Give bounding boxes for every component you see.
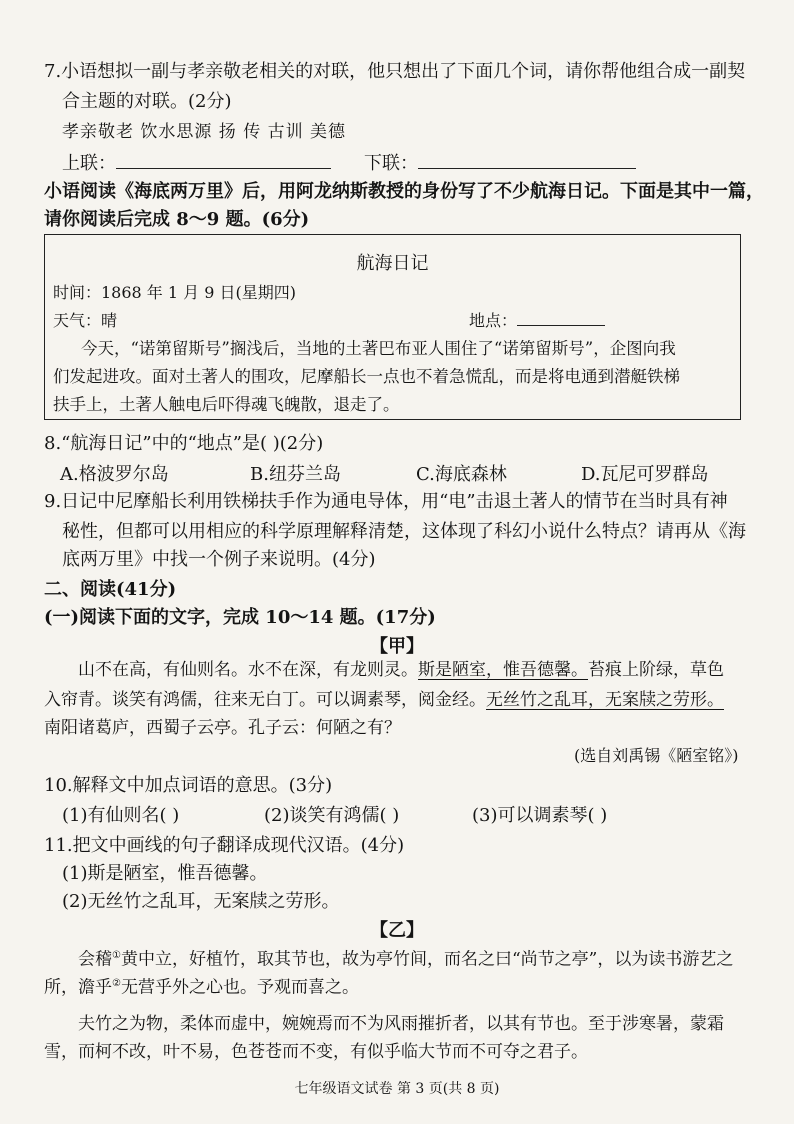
diary-body2: 们发起进攻。面对土著人的围攻，尼摩船长一点也不着急慌乱，而是将电通到潜艇铁梯	[53, 367, 680, 386]
section2-sub: (一)阅读下面的文字，完成 10～14 题。(17分)	[44, 607, 436, 628]
diary-body1: 今天，“诺第留斯号”搁浅后，当地的土著巴布亚人围住了“诺第留斯号”，企图向我	[81, 339, 676, 358]
lower-couplet-blank[interactable]	[418, 150, 636, 169]
yi-line4: 雪，而柯不改，叶不易，色苍苍而不变，有似乎临大节而不可夺之君子。	[44, 1042, 588, 1062]
diary-time: 时间：1868 年 1 月 9 日(星期四)	[53, 283, 296, 302]
jia-line3: 南阳诸葛庐，西蜀子云亭。孔子云：何陋之有？	[44, 718, 401, 738]
q8-option-b[interactable]: B.纽芬兰岛	[250, 464, 341, 485]
diary-place-blank[interactable]	[517, 309, 605, 326]
yi-p2b: 无营乎外之心也。予观而喜之。	[120, 977, 359, 998]
q10-item3: (3)可以调素琴( )	[472, 805, 608, 826]
q8-option-d[interactable]: D.瓦尼可罗群岛	[581, 464, 709, 485]
jia-underlined-2: 无丝竹之乱耳，无案牍之劳形。	[486, 690, 724, 710]
q9-line3: 底两万里》中找一个例子来说明。(4分)	[62, 549, 376, 570]
jia-p2a: 入帘青。谈笑有鸿儒，往来无白丁。可以调素琴，阅金经。	[44, 690, 486, 710]
q10-item2: (2)谈笑有鸿儒( )	[264, 805, 400, 826]
q7-line1: 7.小语想拟一副与孝亲敬老相关的对联，他只想出了下面几个词，请你帮他组合成一副契	[44, 61, 746, 82]
yi-note2: ②	[112, 978, 121, 989]
q7-words: 孝亲敬老 饮水思源 扬 传 古训 美德	[62, 122, 347, 142]
intro-line1: 小语阅读《海底两万里》后，用阿龙纳斯教授的身份写了不少航海日记。下面是其中一篇，	[44, 181, 764, 202]
jia-underlined-1: 斯是陋室，惟吾德馨。	[418, 660, 588, 680]
q9-line1: 9.日记中尼摩船长利用铁梯扶手作为通电导体，用“电”击退土著人的情节在当时具有神	[44, 491, 728, 512]
yi-line2	[44, 972, 359, 1000]
yi-note1: ①	[112, 950, 121, 961]
q9-line2: 秘性，但都可以用相应的科学原理解释清楚，这体现了科幻小说什么特点？请再从《海	[62, 521, 746, 542]
lower-couplet-label: 下联：	[364, 153, 418, 174]
q11-stem: 11.把文中画线的句子翻译成现代汉语。(4分)	[44, 835, 405, 856]
q8-option-a[interactable]: A.格波罗尔岛	[60, 464, 169, 485]
page-footer: 七年级语文试卷 第 3 页(共 8 页)	[294, 1081, 500, 1097]
diary-title: 航海日记	[356, 253, 429, 274]
yi-label: 【乙】	[370, 920, 424, 941]
q7-lower	[364, 150, 636, 176]
q10-item1: (1)有仙则名( )	[62, 805, 180, 826]
diary-weather: 天气：晴	[53, 311, 118, 330]
diary-place	[469, 309, 605, 333]
jia-line2	[44, 688, 724, 712]
jia-label: 【甲】	[370, 636, 424, 657]
section2-heading: 二、阅读(41分)	[44, 579, 177, 600]
q7-upper	[62, 150, 331, 176]
yi-p1b: 黄中立，好植竹，取其节也，故为亭竹间，而名之曰“尚节之亭”，以为读书游艺之	[120, 949, 734, 970]
yi-line3: 夫竹之为物，柔体而虚中，婉婉焉而不为风雨摧折者，以其有节也。至于涉寒暑，蒙霜	[78, 1014, 724, 1034]
diary-body3: 扶手上，土著人触电后吓得魂飞魄散，退走了。	[53, 395, 400, 414]
jia-source: (选自刘禹锡《陋室铭》)	[574, 746, 739, 765]
yi-p2a: 所，澹乎	[44, 977, 112, 998]
q11-s1: (1)斯是陋室，惟吾德馨。	[62, 863, 268, 884]
diary-box	[44, 234, 741, 420]
jia-p1a: 山不在高，有仙则名。水不在深，有龙则灵。	[78, 660, 418, 680]
q8-stem: 8.“航海日记”中的“地点”是( )(2分)	[44, 433, 324, 454]
diary-place-label: 地点：	[469, 311, 518, 330]
q8-option-c[interactable]: C.海底森林	[416, 464, 507, 485]
upper-couplet-label: 上联：	[62, 153, 116, 174]
jia-line1	[78, 658, 724, 682]
q10-stem: 10.解释文中加点词语的意思。(3分)	[44, 775, 333, 796]
jia-p1c: 苔痕上阶绿，草色	[588, 660, 724, 680]
intro-line2: 请你阅读后完成 8～9 题。(6分)	[44, 209, 310, 230]
yi-p1a: 会稽	[78, 949, 112, 970]
upper-couplet-blank[interactable]	[116, 150, 331, 169]
yi-line1	[78, 944, 733, 972]
q7-line2: 合主题的对联。(2分)	[62, 91, 232, 112]
q11-s2: (2)无丝竹之乱耳，无案牍之劳形。	[62, 891, 340, 912]
